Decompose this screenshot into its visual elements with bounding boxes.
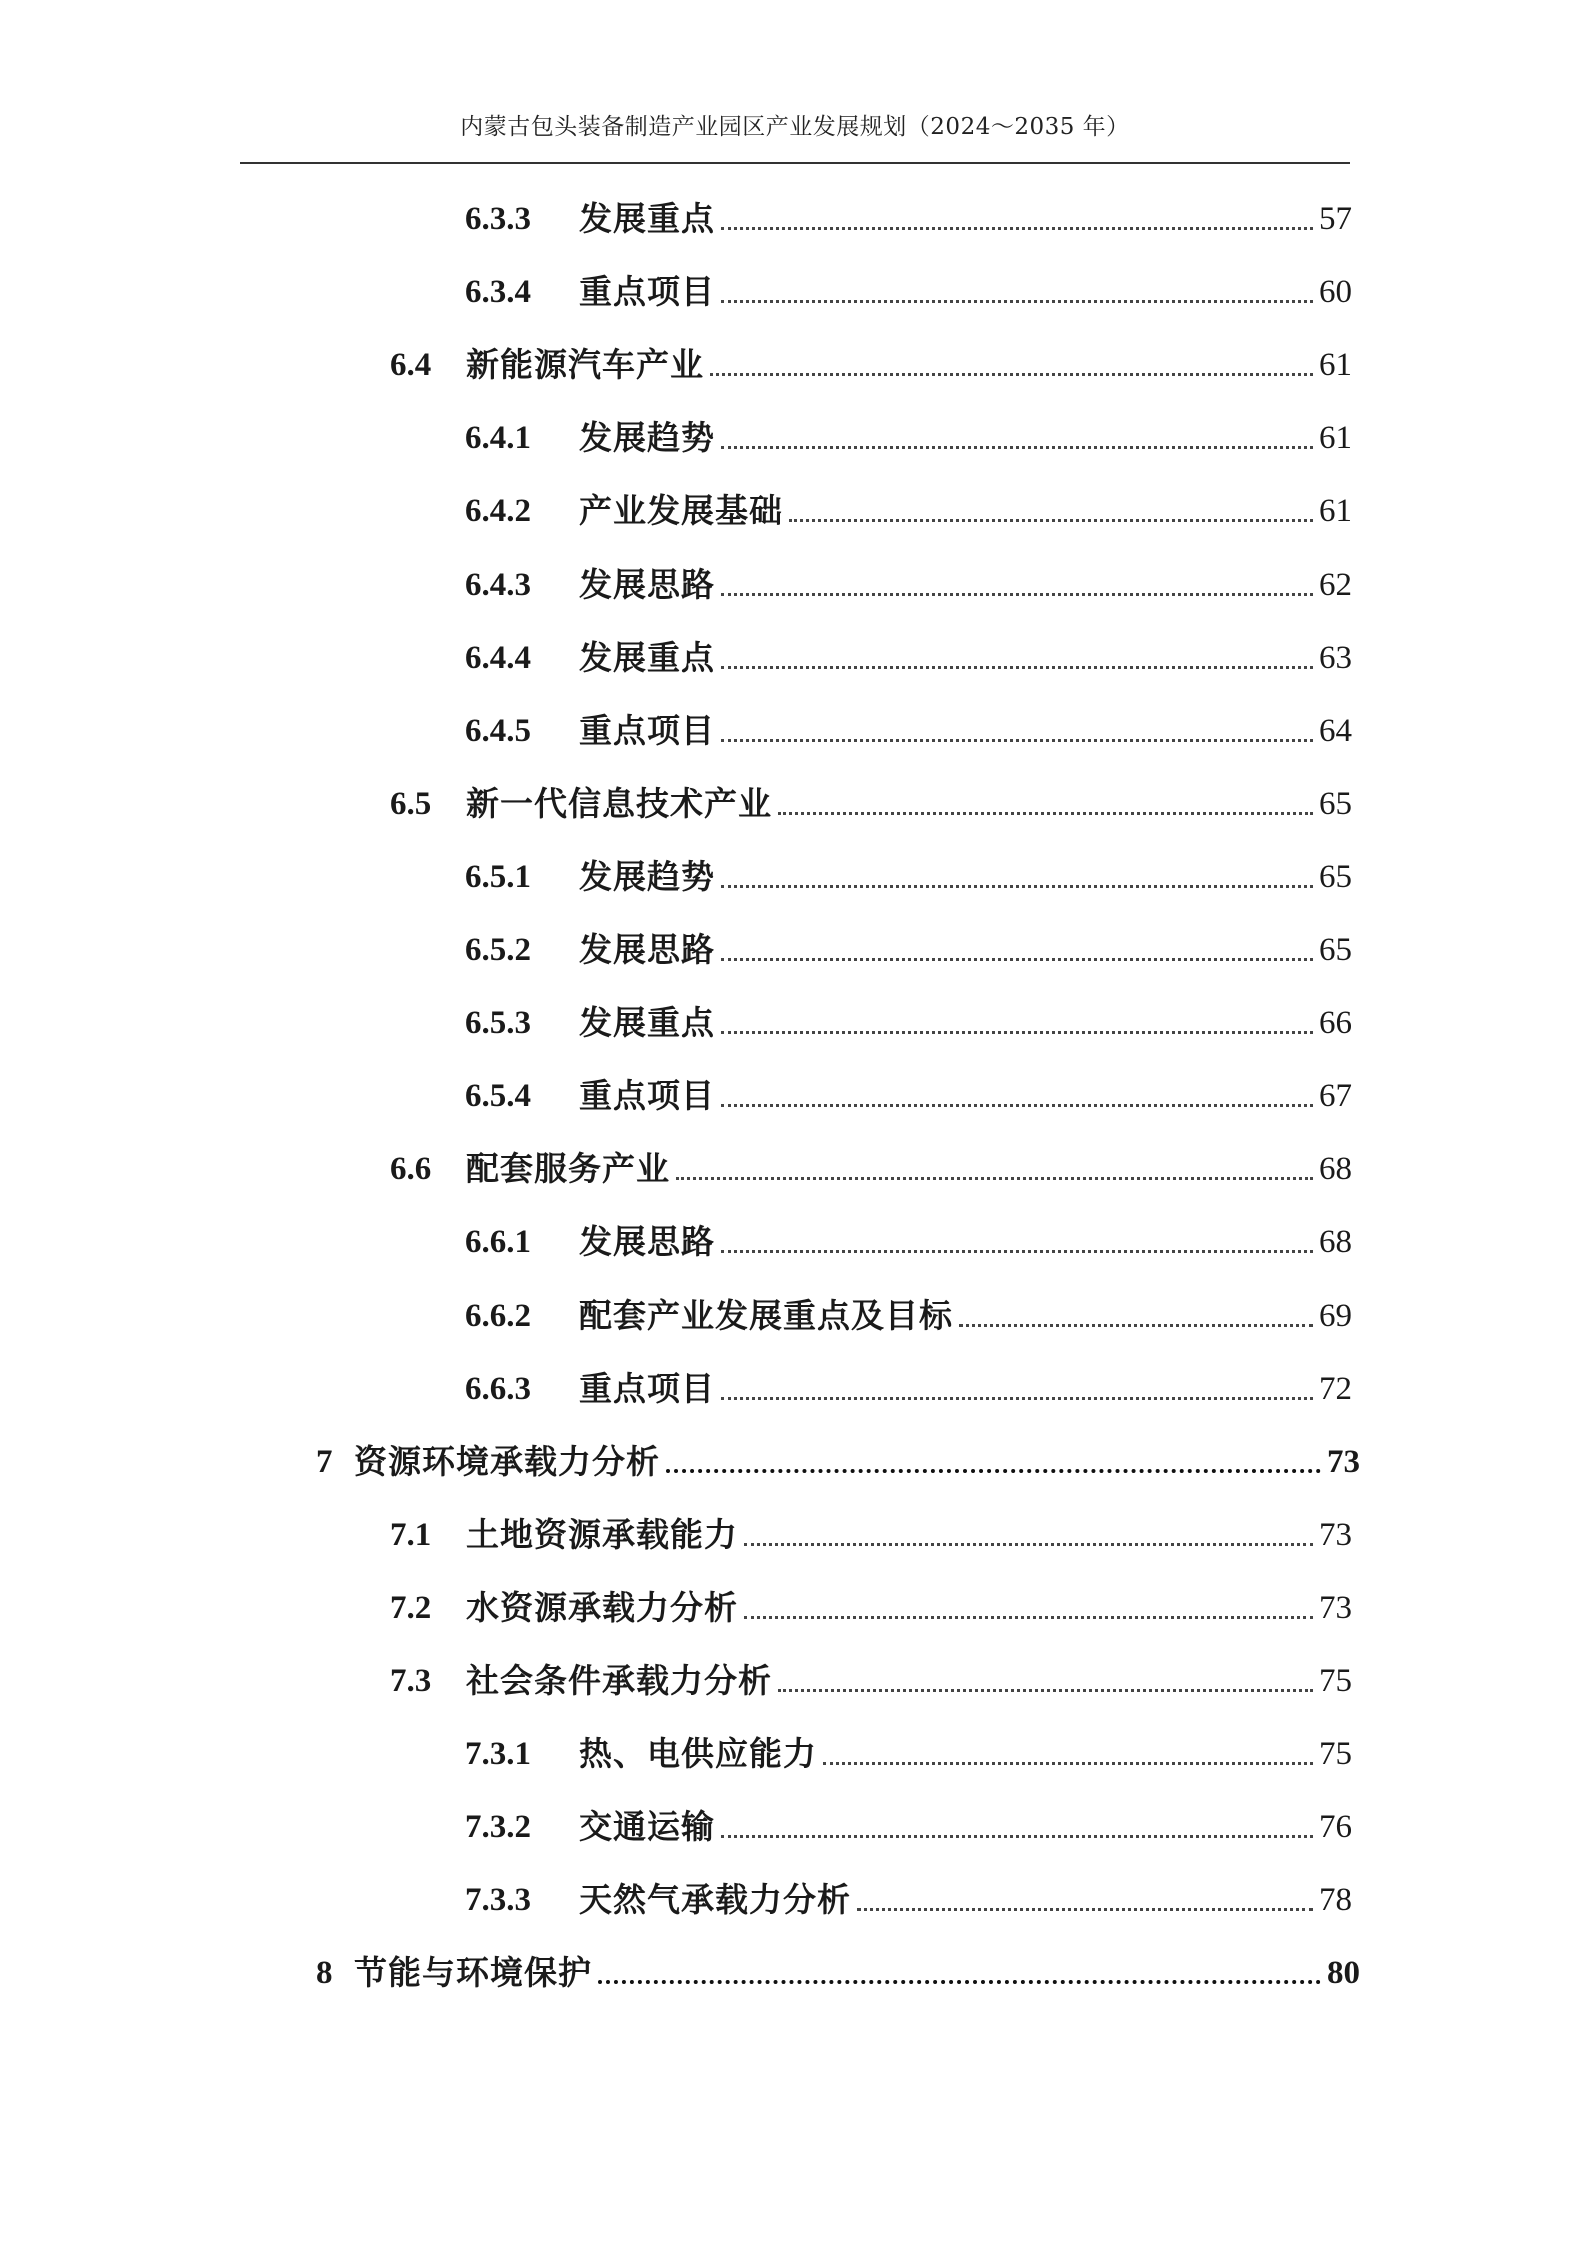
toc-entry-title: 配套产业发展重点及目标 — [579, 1295, 953, 1335]
toc-entry-title: 重点项目 — [579, 710, 715, 750]
toc-dot-leader — [823, 1762, 1313, 1765]
toc-entry-title: 发展思路 — [579, 930, 715, 969]
toc-dot-leader — [721, 1104, 1313, 1107]
toc-entry-title: 新一代信息技术产业 — [466, 783, 772, 823]
toc-entry-number: 6.5.1 — [465, 858, 531, 895]
toc-entry[interactable] — [390, 1657, 1352, 1705]
toc-entry-title: 发展思路 — [579, 564, 715, 604]
toc-dot-leader — [721, 739, 1313, 742]
toc-entry[interactable] — [465, 707, 1352, 755]
toc-dot-leader — [676, 1177, 1313, 1180]
toc-entry-page-number: 61 — [1319, 420, 1352, 457]
toc-dot-leader — [598, 1980, 1321, 1984]
toc-entry-number: 6.4 — [390, 347, 432, 384]
toc-entry[interactable] — [465, 561, 1352, 609]
toc-entry[interactable] — [465, 1803, 1352, 1851]
toc-dot-leader — [721, 227, 1313, 230]
toc-entry-number: 6.6.2 — [465, 1297, 531, 1334]
toc-entry[interactable] — [390, 1511, 1352, 1559]
toc-entry-number: 7.1 — [390, 1516, 432, 1553]
toc-entry[interactable] — [390, 780, 1352, 828]
toc-entry[interactable] — [465, 853, 1352, 901]
toc-dot-leader — [721, 958, 1313, 961]
toc-entry-page-number: 64 — [1319, 712, 1352, 749]
toc-entry-page-number: 65 — [1319, 932, 1352, 968]
toc-entry-number: 6.5.2 — [465, 932, 531, 968]
toc-entry-page-number: 68 — [1319, 1151, 1352, 1188]
toc-entry-number: 8 — [316, 1955, 333, 1992]
toc-entry[interactable] — [316, 1949, 1360, 1997]
toc-dot-leader — [744, 1616, 1313, 1619]
toc-dot-leader — [721, 1397, 1313, 1400]
toc-entry-page-number: 78 — [1319, 1882, 1352, 1919]
toc-entry-number: 6.5 — [390, 785, 432, 822]
toc-dot-leader — [666, 1469, 1321, 1473]
toc-entry-page-number: 57 — [1319, 201, 1352, 237]
toc-entry-page-number: 63 — [1319, 639, 1352, 676]
toc-entry-number: 6.3.3 — [465, 201, 531, 237]
toc-entry-page-number: 75 — [1319, 1663, 1352, 1699]
toc-entry-title: 发展趋势 — [579, 856, 715, 896]
toc-entry[interactable] — [465, 1365, 1352, 1413]
toc-entry[interactable] — [390, 341, 1352, 389]
toc-entry-title: 热、电供应能力 — [579, 1734, 817, 1774]
toc-entry-title: 土地资源承载能力 — [466, 1514, 738, 1554]
toc-dot-leader — [721, 1835, 1313, 1838]
toc-dot-leader — [778, 1689, 1313, 1692]
toc-entry[interactable] — [316, 1438, 1360, 1486]
toc-entry-number: 6.6.3 — [465, 1370, 531, 1407]
toc-entry-number: 6.5.3 — [465, 1005, 531, 1042]
toc-entry-page-number: 60 — [1319, 274, 1352, 311]
toc-entry-number: 6.4.2 — [465, 493, 531, 530]
toc-entry[interactable] — [390, 1145, 1352, 1193]
toc-entry-number: 7 — [316, 1443, 333, 1480]
toc-entry-title: 配套服务产业 — [466, 1149, 670, 1189]
toc-dot-leader — [789, 519, 1313, 522]
toc-dot-leader — [721, 1031, 1313, 1034]
toc-dot-leader — [959, 1324, 1313, 1327]
toc-entry-number: 6.4.4 — [465, 639, 531, 676]
toc-entry-title: 重点项目 — [579, 272, 715, 312]
toc-entry-title: 发展思路 — [579, 1222, 715, 1262]
toc-entry[interactable] — [465, 195, 1352, 243]
toc-entry-number: 7.2 — [390, 1589, 432, 1626]
toc-entry-page-number: 73 — [1319, 1589, 1352, 1626]
toc-entry-number: 7.3.1 — [465, 1736, 531, 1773]
toc-dot-leader — [857, 1908, 1313, 1911]
toc-entry-title: 发展趋势 — [579, 418, 715, 458]
toc-entry-page-number: 62 — [1319, 566, 1352, 603]
toc-entry-title: 水资源承载力分析 — [466, 1587, 738, 1627]
toc-dot-leader — [721, 1250, 1313, 1253]
toc-entry-title: 节能与环境保护 — [354, 1953, 592, 1993]
toc-entry-title: 交通运输 — [579, 1807, 715, 1847]
toc-entry-page-number: 75 — [1319, 1736, 1352, 1773]
toc-entry-page-number: 80 — [1327, 1955, 1360, 1992]
toc-entry-number: 6.6.1 — [465, 1224, 531, 1261]
toc-entry[interactable] — [465, 414, 1352, 462]
toc-entry-page-number: 72 — [1319, 1370, 1352, 1407]
toc-entry-title: 资源环境承载力分析 — [354, 1441, 660, 1481]
toc-entry-title: 产业发展基础 — [579, 491, 783, 531]
toc-entry-number: 6.4.5 — [465, 712, 531, 749]
toc-entry[interactable] — [465, 1292, 1352, 1340]
toc-entry-page-number: 61 — [1319, 347, 1352, 384]
toc-entry[interactable] — [465, 1876, 1352, 1924]
toc-entry-title: 发展重点 — [579, 1003, 715, 1043]
toc-entry-page-number: 67 — [1319, 1078, 1352, 1115]
toc-entry-number: 7.3.3 — [465, 1882, 531, 1919]
toc-entry-number: 6.3.4 — [465, 274, 531, 311]
toc-entry-page-number: 73 — [1327, 1443, 1360, 1480]
toc-entry[interactable] — [465, 999, 1352, 1047]
toc-entry-title: 新能源汽车产业 — [466, 345, 704, 385]
toc-entry-number: 6.6 — [390, 1151, 432, 1188]
toc-dot-leader — [721, 593, 1313, 596]
page-header-title: 内蒙古包头装备制造产业园区产业发展规划（2024～2035 年） — [460, 114, 1130, 140]
toc-entry-title: 社会条件承载力分析 — [466, 1661, 772, 1700]
toc-entry[interactable] — [465, 634, 1352, 682]
toc-entry-number: 7.3 — [390, 1663, 432, 1699]
toc-entry-page-number: 73 — [1319, 1516, 1352, 1553]
toc-entry-page-number: 76 — [1319, 1809, 1352, 1846]
toc-entry[interactable] — [465, 1072, 1352, 1120]
toc-entry-title: 天然气承载力分析 — [579, 1880, 851, 1920]
toc-entry-number: 6.4.3 — [465, 566, 531, 603]
toc-entry[interactable] — [465, 926, 1352, 974]
toc-entry-page-number: 61 — [1319, 493, 1352, 530]
toc-dot-leader — [778, 812, 1313, 815]
toc-entry-page-number: 65 — [1319, 858, 1352, 895]
toc-dot-leader — [721, 666, 1313, 669]
toc-entry[interactable] — [390, 1584, 1352, 1632]
toc-entry-number: 6.5.4 — [465, 1078, 531, 1115]
toc-entry-title: 发展重点 — [579, 199, 715, 238]
toc-entry-number: 6.4.1 — [465, 420, 531, 457]
toc-entry-title: 重点项目 — [579, 1076, 715, 1116]
toc-entry-number: 7.3.2 — [465, 1809, 531, 1846]
toc-entry[interactable] — [465, 1218, 1352, 1266]
toc-entry[interactable] — [465, 1730, 1352, 1778]
toc-entry-title: 发展重点 — [579, 637, 715, 677]
toc-entry-title: 重点项目 — [579, 1368, 715, 1408]
toc-dot-leader — [721, 300, 1313, 303]
toc-dot-leader — [710, 373, 1313, 376]
toc-entry-page-number: 69 — [1319, 1297, 1352, 1334]
toc-entry-page-number: 66 — [1319, 1005, 1352, 1042]
toc-dot-leader — [721, 446, 1313, 449]
toc-dot-leader — [721, 885, 1313, 888]
toc-entry-page-number: 68 — [1319, 1224, 1352, 1261]
toc-dot-leader — [744, 1543, 1313, 1546]
toc-entry-page-number: 65 — [1319, 785, 1352, 822]
toc-entry[interactable] — [465, 487, 1352, 535]
toc-entry[interactable] — [465, 268, 1352, 316]
